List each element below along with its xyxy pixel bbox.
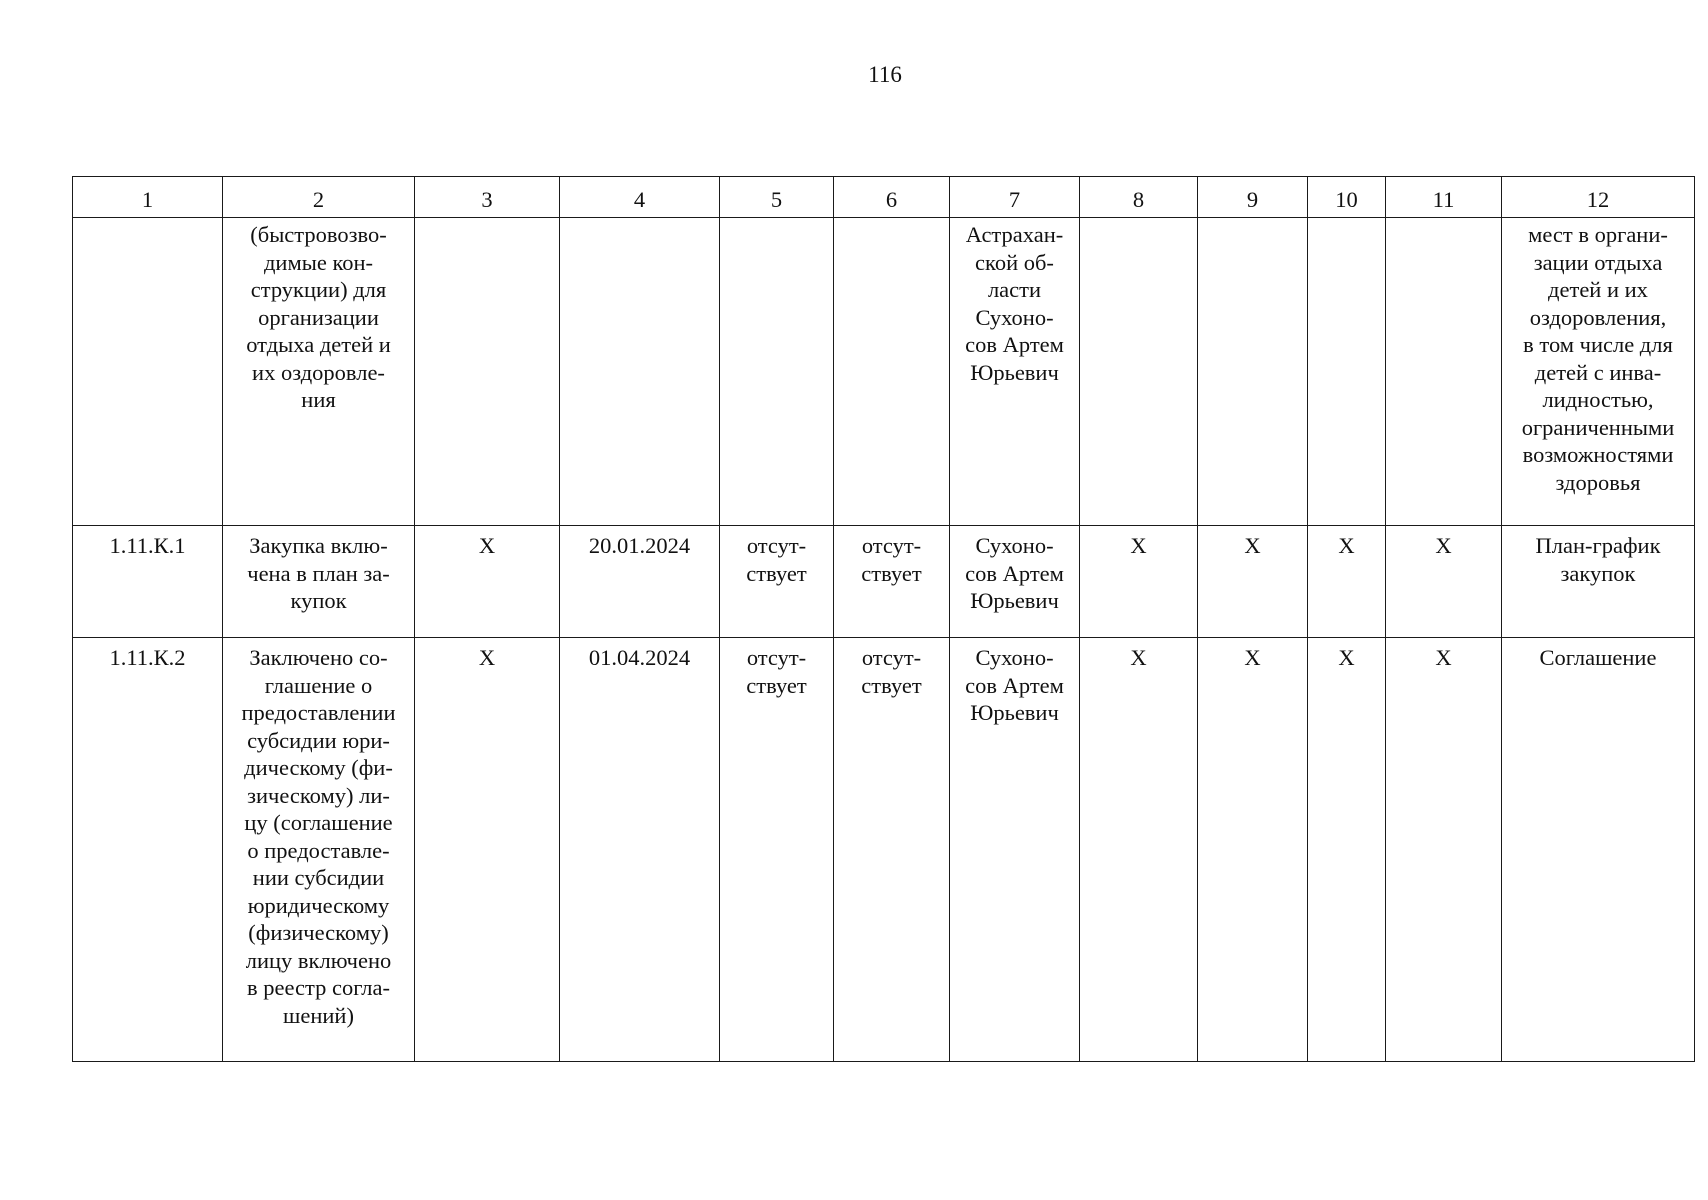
table-cell: Х [1080,638,1198,1062]
header-cell: 10 [1308,177,1386,218]
header-cell: 12 [1502,177,1695,218]
header-cell: 9 [1198,177,1308,218]
header-cell: 6 [834,177,950,218]
header-cell: 4 [560,177,720,218]
table-cell [415,218,560,526]
table-cell: Х [1080,526,1198,638]
table-cell: Х [1308,638,1386,1062]
header-cell: 1 [73,177,223,218]
table-cell: Соглашение [1502,638,1695,1062]
table-cell: Х [415,526,560,638]
row-id-cell: 1.11.К.1 [73,526,223,638]
table-cell: отсут- ствует [834,638,950,1062]
table-cell [560,218,720,526]
header-cell: 3 [415,177,560,218]
header-cell: 11 [1386,177,1502,218]
table-cell: отсут- ствует [720,638,834,1062]
table-cell [1386,218,1502,526]
table-row-1-11-k-1 [73,526,1695,638]
table-row-continuation [73,218,1695,526]
table-cell [834,218,950,526]
table-header-row [73,177,1695,218]
table-cell: отсут- ствует [834,526,950,638]
table-cell [73,218,223,526]
header-cell: 8 [1080,177,1198,218]
header-cell: 7 [950,177,1080,218]
date-cell: 20.01.2024 [560,526,720,638]
table-cell: (быстровозво- димые кон- струкции) для организации отдыха детей и их оздоровле- ния [223,218,415,526]
header-cell: 5 [720,177,834,218]
table-cell: План-график закупок [1502,526,1695,638]
table-cell [1198,218,1308,526]
page-number: 116 [868,62,902,87]
plan-table [72,176,1695,1062]
table-cell: Астрахан- ской об- ласти Сухоно- сов Артем Юрьевич [950,218,1080,526]
responsible-cell: Сухоно- сов Артем Юрьевич [950,638,1080,1062]
table-cell: Заключено со- глашение о предоставлении субсидии юри- дическому (фи- зическому) ли- цу (соглашение о предоставле- нии субсидии юридическому (физическому) лицу включено в реестр согла- шений) [223,638,415,1062]
header-cell: 2 [223,177,415,218]
table-cell: Х [415,638,560,1062]
table-cell: Х [1198,638,1308,1062]
table-cell [720,218,834,526]
table-cell [1080,218,1198,526]
date-cell: 01.04.2024 [560,638,720,1062]
table-cell: Закупка вклю- чена в план за- купок [223,526,415,638]
table-cell: отсут- ствует [720,526,834,638]
responsible-cell: Сухоно- сов Артем Юрьевич [950,526,1080,638]
table-row-1-11-k-2 [73,638,1695,1062]
table-cell: Х [1386,526,1502,638]
table-cell [1308,218,1386,526]
table-cell: Х [1386,638,1502,1062]
table-cell: мест в органи- зации отдыха детей и их оздоровления, в том числе для детей с инва- лидностью, ограниченными возможностями здоровья [1502,218,1695,526]
row-id-cell: 1.11.К.2 [73,638,223,1062]
table-cell: Х [1198,526,1308,638]
table-cell: Х [1308,526,1386,638]
